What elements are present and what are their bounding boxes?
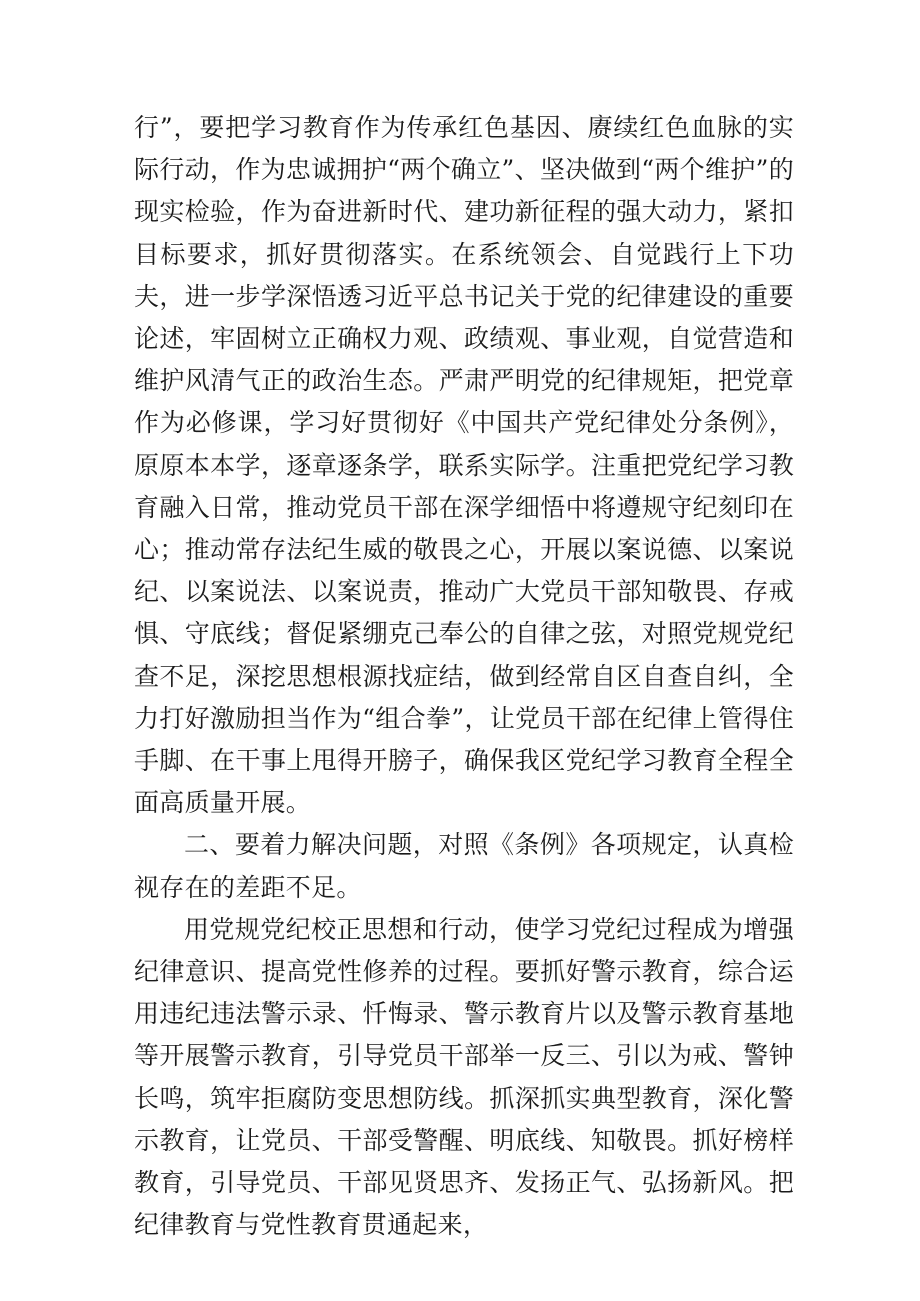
paragraph-party-discipline-learning: 行”，要把学习教育作为传承红色基因、赓续红色血脉的实际行动，作为忠诚拥护“两个确立”、坚决做到“两个维护”的现实检验，作为奋进新时代、建功新征程的强大动力，紧扣目标要求，抓好贯彻落实。在系统领会、自觉践行上下功夫，进一步学深悟透习近平总书记关于党的纪律建设的重要论述，牢固树立正确权力观、政绩观、事业观，自觉营造和维护风清气正的政治生态。严肃严明党的纪律规矩，把党章作为必修课，学习好贯彻好《中国共产党纪律处分条例》，原原本本学，逐章逐条学，联系实际学。注重把党纪学习教育融入日常，推动党员干部在深学细悟中将遵规守纪刻印在心；推动常存法纪生威的敬畏之心，开展以案说德、以案说纪、以案说法、以案说责，推动广大党员干部知敬畏、存戒惧、守底线；督促紧绷克己奉公的自律之弦，对照党规党纪查不足，深挖思想根源找症结，做到经常自区自查自纠，全力打好激励担当作为“组合拳”，让党员干部在纪律上管得住手脚、在干事上甩得开膀子，确保我区党纪学习教育全程全面高质量开展。 bbox=[134, 113, 794, 818]
section-heading-solve-problems: 二、要着力解决问题，对照《条例》各项规定，认真检视存在的差距不足。 bbox=[134, 830, 794, 902]
document-body bbox=[134, 107, 794, 1246]
paragraph-warning-education: 用党规党纪校正思想和行动，使学习党纪过程成为增强纪律意识、提高党性修养的过程。要抓好警示教育，综合运用违纪违法警示录、忏悔录、警示教育片以及警示教育基地等开展警示教育，引导党员干部举一反三、引以为戒、警钟长鸣，筑牢拒腐防变思想防线。抓深抓实典型教育，深化警示教育，让党员、干部受警醒、明底线、知敬畏。抓好榜样教育，引导党员、干部见贤思齐、发扬正气、弘扬新风。把纪律教育与党性教育贯通起来， bbox=[134, 914, 794, 1240]
